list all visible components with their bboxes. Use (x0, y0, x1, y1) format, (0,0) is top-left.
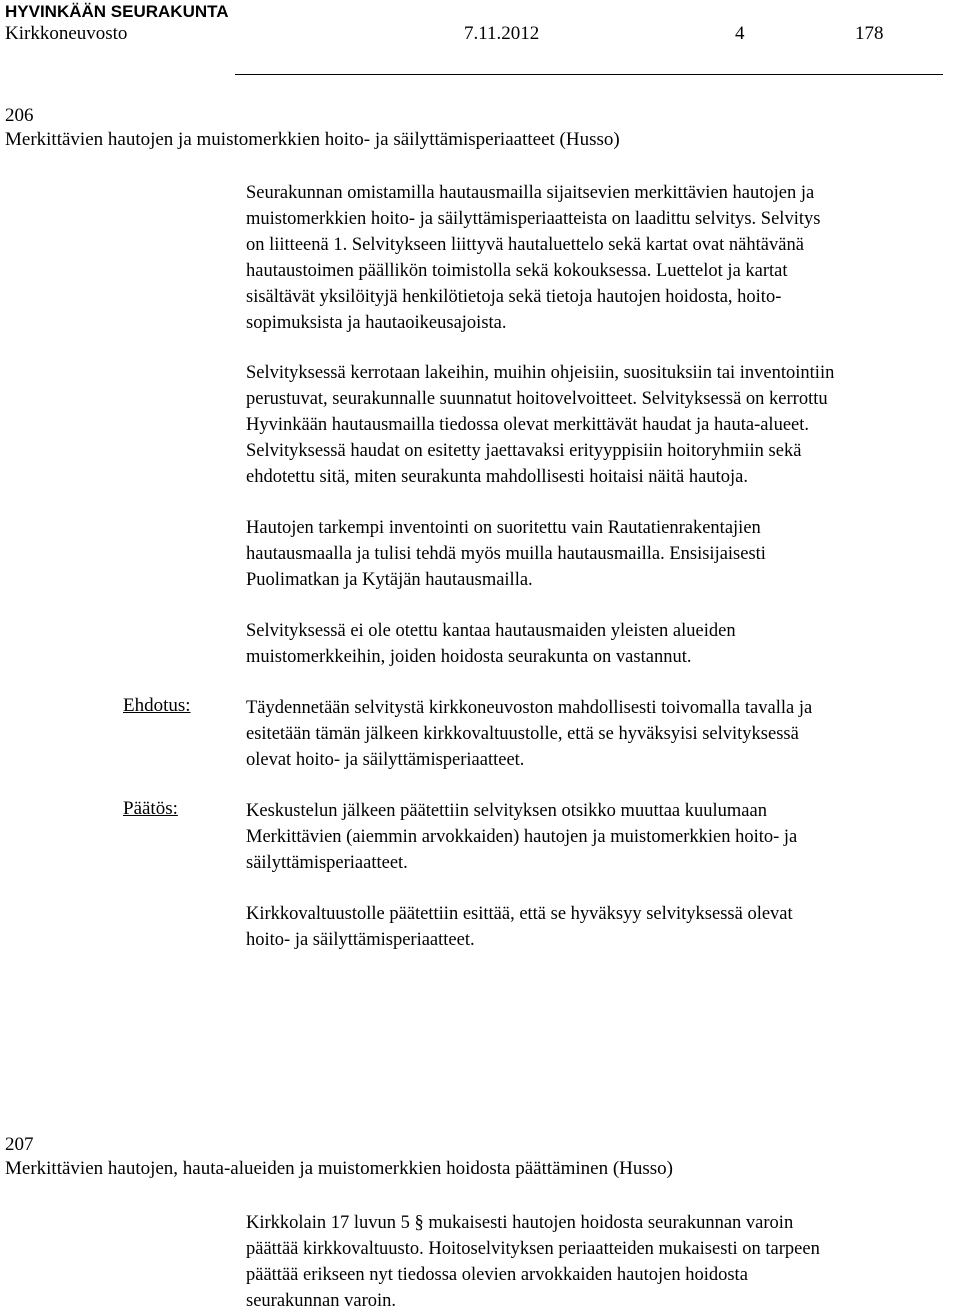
text-line: hoito- ja säilyttämisperiaatteet. (246, 930, 475, 950)
decision-text (246, 798, 960, 876)
paragraph-inventory (246, 515, 960, 593)
text-line: muistomerkkeihin, joiden hoidosta seurakunta on vastannut. (246, 647, 692, 667)
body-name: Kirkkoneuvosto (5, 23, 128, 44)
meeting-number: 4 (735, 23, 745, 44)
section-number-207: 207 (5, 1134, 34, 1155)
proposal-text (246, 695, 960, 773)
paragraph-intro (246, 180, 960, 336)
text-line: Hyvinkään hautausmailla tiedossa olevat merkittävät haudat ja hauta-alueet. (246, 415, 810, 435)
section-number-206: 206 (5, 105, 34, 126)
text-line: säilyttämisperiaatteet. (246, 853, 408, 873)
text-line: hautaustoimen päällikön toimistolla sekä kokouksessa. Luettelot ja kartat (246, 261, 788, 281)
text-line: Merkittävien (aiemmin arvokkaiden) hautojen ja muistomerkkien hoito- ja (246, 827, 798, 847)
decision-text-council (246, 901, 960, 953)
header-rule (235, 74, 943, 75)
text-line: Kirkkovaltuustolle päätettiin esittää, että se hyväksyy selvityksessä olevat (246, 904, 793, 924)
paragraph-obligations (246, 360, 960, 490)
section-title-207: Merkittävien hautojen, hauta-alueiden ja muistomerkkien hoidosta päättäminen (Husso) (5, 1158, 673, 1179)
organization-name: HYVINKÄÄN SEURAKUNTA (5, 2, 229, 21)
text-line: sopimuksista ja hautaoikeusajoista. (246, 313, 507, 333)
text-line: esitetään tämän jälkeen kirkkovaltuustolle, että se hyväksyisi selvityksessä (246, 724, 799, 744)
section-title-206: Merkittävien hautojen ja muistomerkkien hoito- ja säilyttämisperiaatteet (Husso) (5, 129, 620, 150)
text-line: on liitteenä 1. Selvitykseen liittyvä hautaluettelo sekä kartat ovat nähtävänä (246, 235, 804, 255)
decision-label: Päätös: (123, 798, 178, 819)
meeting-date: 7.11.2012 (464, 23, 540, 44)
text-line: Keskustelun jälkeen päätettiin selvityksen otsikko muuttaa kuulumaan (246, 801, 767, 821)
text-line: muistomerkkien hoito- ja säilyttämisperiaatteista on laadittu selvitys. Selvitys (246, 209, 821, 229)
text-line: hautausmaalla ja tulisi tehdä myös muilla hautausmailla. Ensisijaisesti (246, 544, 766, 564)
text-line: Kirkkolain 17 luvun 5 § mukaisesti hautojen hoidosta seurakunnan varoin (246, 1213, 794, 1233)
text-line: seurakunnan varoin. (246, 1291, 397, 1311)
text-line: päättää kirkkovaltuusto. Hoitoselvityksen periaatteiden mukaisesti on tarpeen (246, 1239, 820, 1259)
text-line: Hautojen tarkempi inventointi on suoritettu vain Rautatienrakentajien (246, 518, 761, 538)
text-line: sisältävät yksilöityjä henkilötietoja sekä tietoja hautojen hoidosta, hoito- (246, 287, 782, 307)
text-line: Täydennetään selvitystä kirkkoneuvoston mahdollisesti toivomalla tavalla ja (246, 698, 813, 718)
page-number: 178 (855, 23, 884, 44)
text-line: päättää erikseen nyt tiedossa olevien arvokkaiden hautojen hoidosta (246, 1265, 748, 1285)
text-line: Selvityksessä haudat on esitetty jaettavaksi erityyppisiin hoitoryhmiin sekä (246, 441, 802, 461)
text-line: Selvityksessä kerrotaan lakeihin, muihin ohjeisiin, suosituksiin tai inventointiin (246, 363, 835, 383)
text-line: Seurakunnan omistamilla hautausmailla sijaitsevien merkittävien hautojen ja (246, 183, 815, 203)
text-line: perustuvat, seurakunnalle suunnatut hoitovelvoitteet. Selvityksessä on kerrottu (246, 389, 828, 409)
proposal-label: Ehdotus: (123, 695, 191, 716)
text-line: ehdotettu sitä, miten seurakunta mahdollisesti hoitaisi näitä hautoja. (246, 467, 748, 487)
text-line: Puolimatkan ja Kytäjän hautausmailla. (246, 570, 533, 590)
text-line: Selvityksessä ei ole otettu kantaa hautausmaiden yleisten alueiden (246, 621, 736, 641)
text-line: olevat hoito- ja säilyttämisperiaatteet. (246, 750, 525, 770)
paragraph-general-areas (246, 618, 960, 670)
paragraph-church-law (246, 1210, 960, 1314)
